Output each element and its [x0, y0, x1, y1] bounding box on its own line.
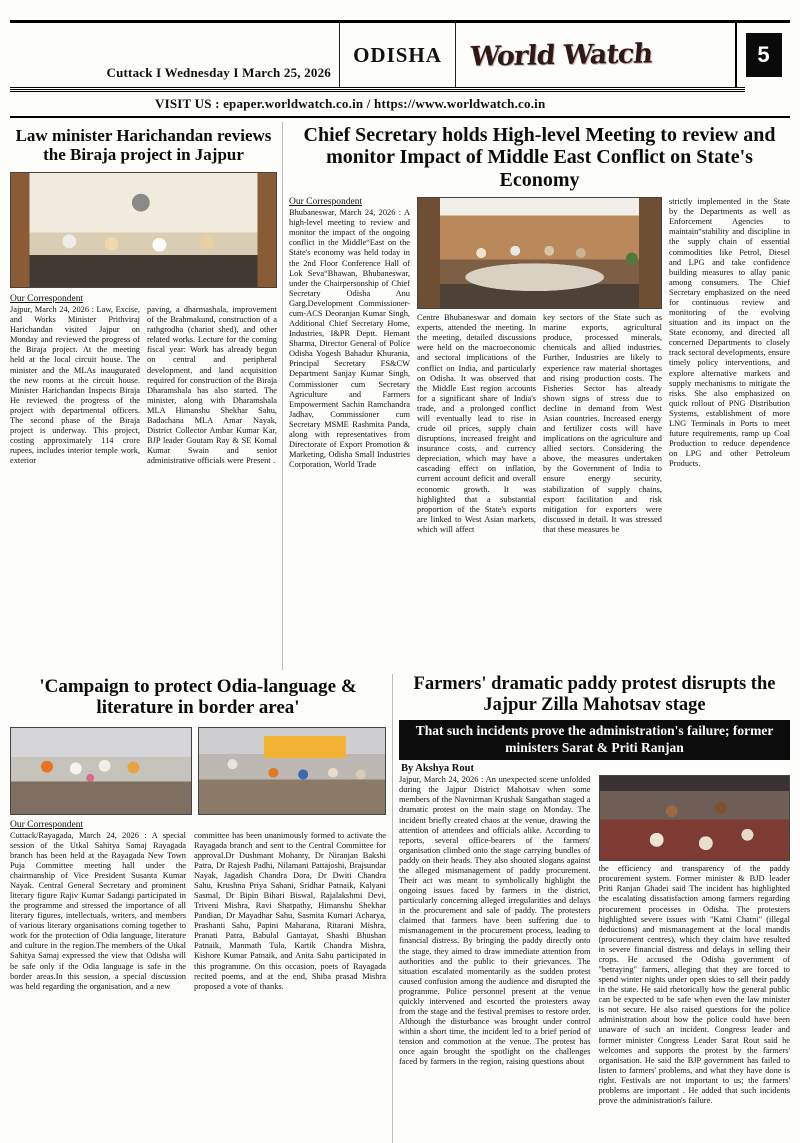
article-chief-secretary-meeting	[283, 122, 790, 670]
article4-subhead-bar: That such incidents prove the administration's failure; former ministers Sarat & Priti Ranjan	[399, 720, 790, 760]
article4-column-2-wrap	[599, 775, 791, 1143]
edition-title: ODISHA	[353, 42, 442, 67]
article4-headline: Farmers' dramatic paddy protest disrupts the Jajpur Zilla Mahotsav stage	[413, 674, 776, 715]
article2-headline: Chief Secretary holds High-level Meeting to review and monitor Impact of Middle East Conflict on State's Economy	[303, 124, 776, 191]
article3-headline: 'Campaign to protect Odia-language & literature in border area'	[39, 676, 357, 719]
page-number: 5	[746, 33, 782, 77]
article3-column-2: committee has been unanimously formed to activate the Rayagada branch and sent to the Central Committee for approval.Dr Dushmant Mohanty, Dr Niranjan Bakshi Patra, Dr Rajesh Padhi, Nilamani Pattajoshi, Brajsundar Nayak, Jagadish Chandra Dora, Dr Dwiti Chandra Sahu, Krushna Priya Sahani, Sridhar Patnaik, Kalyani Sasmal, Dr Bipin Bihari Biswal, Rajalakshmi Devi, Triveni Mishra, Ravi Shatpathy, Himanshu Shekhar Pandian, Dr Mayadhar Sahu, Sasmita Kumari Acharya, Prashanti Sahu, Papini Maharana, Ritarani Mishra, Pranati Patra, Babulal Gantayat, Shashi Bhushan Patnaik, Manmath Tula, Kartik Chandra Mishra, Kishore Kumar Patnaik, and Anita Sahu participated in this programme. On this occasion, poets of Rayagada recited poems, and at the end, Shiba prasad Mishra proposed a vote of thanks.	[194, 830, 386, 991]
page-number-box	[735, 23, 790, 87]
article1-column-2: paving, a dharmashala, improvement of the Brahmakund, construction of a rathgrodha (chariot shed), and other related works. Lecture for the coming fiscal year: Work has already begun on central and peripheral development, and land acquisition required for construction of the Biraja Dharamshala has also started. The minister, along with Dharamshala MLA Himanshu Shekhar Sahu, Badachana MLA Amar Nayak, District Collector Ambar Kumar Kar, BJP leader Goutam Ray & SE Komal Kumar Swain and senior administrative officials were Present .	[147, 305, 277, 466]
article2-column-1: Bhubaneswar, March 24, 2026 : A high-level meeting to review and monitor the impact of the ongoing conflict in the Middle“East on the State's economy was held today in the 2nd Floor Conference Hall of Lok Seva“Bhawan, Bhubaneswar, under the Chairpersonship of Chief Secretary Odisha Anu Garg.Development Commissioner-cum-ACS Deoranjan Kumar Singh, Additional Chief Secretary Home, Industries, I&PR Deptt. Hemant Sharma, Director General of Police Odisha Yogesh Bahadur Khurania, Principal Secretary FS&CW Department Sanjay Kumar Singh, Commissioner cum Secretary Agriculture and Farmers Empowerment Sachin Ramchandra Jadhav, Commissioner cum Secretary MSME Rashmita Panda, along with representatives from Directorate of Export Promotion & Marketing, Odisha Small Industries Corporation, World Trade	[289, 208, 410, 470]
article1-headline: Law minister Harichandan reviews the Biraja project in Jajpur	[15, 126, 272, 165]
article3-photos	[10, 727, 386, 815]
article4-photo	[599, 775, 791, 861]
visit-row	[10, 92, 790, 116]
article4-byline: By Akshya Rout	[401, 763, 474, 775]
article3-photo-left	[10, 727, 192, 815]
article-biraja-project	[10, 122, 282, 670]
visit-rule	[10, 116, 790, 118]
article2-middle-columns	[417, 313, 662, 697]
article2-column-4: strictly implemented in the State by the Departments as well as Enforcement Agencies to maintain“stability and discipline in the supply chain of essential commodities like Petrol, Diesel and LPG and take confidence building measures to allay panic among consumers. The Chief Secretary emphasized on the need for continuous review and monitoring of the evolving situation and its impact on the State economy, and directed all concerned Departments to closely track sectoral developments, ensure timely policy interventions, and explore alternative markets and supply mechanisms to mitigate the risks. She also emphasized on quick rollout of PNG Distribution Systems, establishment of more LNG Terminals in Ports to meet future requirements, ramp up Coal Production to reduce dependence on LPG and other Petroleum Products.	[669, 197, 790, 469]
masthead	[455, 23, 735, 87]
article2-middle	[417, 197, 662, 697]
article1-photo	[10, 172, 277, 288]
article3-columns	[10, 831, 386, 1143]
article3-byline: Our Correspondent	[10, 819, 84, 830]
article3-column-1: Cuttack/Rayagada, March 24, 2026 : A special session of the Utkal Sahitya Samaj Rayagada branch has been held at the Rayagada New Town Puja Committee meeting hall under the chairmanship of Vice President Susanta Kumar Nayak. Central General Secretary and prominent literary figure Rajiv Kumar Sadangi participated in the programme and stressed the importance of all literary figures, intellectuals, writers, and members of various literary organisations coming together to work for the protection of Odia language, literature and culture in the region.The members of the Utkal Sahitya Samaj expressed the view that Odisha will be safe only if the Odia language is safe in the border areas.In this session, a special discussion was held regarding the organisation, and a new	[10, 830, 186, 991]
article2-photo	[417, 197, 662, 309]
top-section	[10, 122, 790, 670]
article4-column-1: Jajpur, March 24, 2026 : An unexpected scene unfolded during the Jajpur District Mahotsav when some members of the Navnirman Krushak Sangathan staged a dramatic protest on the main stage on Monday. The incident briefly created chaos at the venue, drawing the attention of attendees and officials alike. According to reports, several office-bearers of the farmers' organisation climbed onto the stage carrying bundles of paddy on their heads. They also shouted slogans against the alleged mismanagement of paddy procurement. Their act was meant to symbolically highlight the ongoing issues faced by farmers in the district, particularly concerning alleged irregularities and delays in the procurement and sale of paddy. The protesters claimed that farmers have been suffering due to mismanagement in the procurement process, leading to financial distress. By bringing the paddy directly onto the stage, they aimed to draw immediate attention from authorities and the public to their grievances. The situation escalated momentarily as the sudden protest caused confusion among the audience and disrupted the programme. Police personnel present at the venue quickly intervened and escorted the protesters away from the stage and the festival premises to restore order. Although the disturbance was brought under control within a short time, the incident led to a brief period of tension and commotion at the venue. The protest has once again brought the spotlight on the challenges faced by farmers in the region, raising questions about	[399, 775, 591, 1067]
page-header	[10, 23, 790, 87]
article2-body	[289, 197, 790, 697]
article4-columns	[399, 775, 790, 1143]
article2-column-2: Centre Bhubaneswar and domain experts, attended the meeting. In the meeting, detailed discussions were held on the macroeconomic and sectoral implications of the conflict on India, and particularly on Odisha. It was observed that the Middle East region accounts for a significant share of India's trade, and a prolonged conflict will eventually lead to rise in crude oil prices, supply chain disruptions, increased freight and insurance costs, and currency depreciation, which may have a cascading effect on inflation, current account deficit and overall economic growth. It was highlighted that a substantial proportion of the State's exports are linked to West Asian markets, which will affect	[417, 313, 536, 534]
article1-columns	[10, 305, 277, 623]
article3-photo-right	[198, 727, 386, 815]
article2-column-1-wrap	[289, 197, 410, 697]
article-odia-language-campaign	[10, 674, 392, 1143]
visit-us-line: VISIT US : epaper.worldwatch.co.in / https://www.worldwatch.co.in	[155, 96, 546, 111]
article1-column-1: Jajpur, March 24, 2026 : Law, Excise, and Works Minister Prithviraj Harichandan visited Jajpur on Monday and reviewed the progress of the Biraja project. At the meeting held at the local circuit house. The minister and the MLAs inaugurated the new rooms at the circuit house. Minister Harichandan Inspects Biraja He reviewed the progress of the project with departmental officers. The second phase of the Biraja project is underway. This project, costing approximately 114 crore rupees, includes interior temple work, exterior	[10, 305, 140, 466]
dateline: Cuttack I Wednesday I March 25, 2026	[10, 23, 340, 87]
article-paddy-protest	[393, 674, 790, 1143]
article2-column-3: key sectors of the State such as marine exports, agricultural produce, processed minerals, chemicals and allied industries. Further, Industries are likely to experience raw material shortages and rising production costs. The Fisheries Sector has already shown signs of stress due to decline in demand from West Asian countries. Increased energy and fertilizer costs will have implications on the agriculture and allied sectors. Considering the above, the measures undertaken by the Government of India to ensure energy security, stabilization of supply chains, export facilitation and risk mitigation for exporters were discussed in detail. It was stressed that these measures be	[543, 313, 662, 534]
worldwatch-logo: World Watch	[468, 37, 654, 73]
article1-byline: Our Correspondent	[10, 294, 84, 305]
bottom-section	[10, 674, 790, 1143]
article4-column-2: the efficiency and transparency of the paddy procurement system. Former minister & BJD leader Priti Ranjan Ghadei said The incident has highlighted the escalating dissatisfaction among farmers regarding procurement processes in Odisha. The protesters highlighted severe issues with "Katni Chatni" (illegal deductions) and mismanagement at the local mandis (procurement centres), which they claim have resulted in severe financial distress and delays in selling their crops. He accused the Odisha government of "betraying" farmers, alleging that they are forced to spend winter nights under open skies to sell their paddy in the state. He said rhetorically how the general public can be expected to be safe when even the law minister is not secure. He also raised questions for the police administration about how the police could have been unaware of such an incident. Congress leader and former minister Congress Leader Sarat Rout said he welcomes and supports the protest by the farmers' organisation. He said the BJP government has failed to listen to farmers' problems, and what they have done is right. Festivals are not important to us; the farmers' problems are important . He added that such incidents prove the administration's failure.	[598, 864, 790, 1105]
article2-byline: Our Correspondent	[289, 197, 363, 208]
